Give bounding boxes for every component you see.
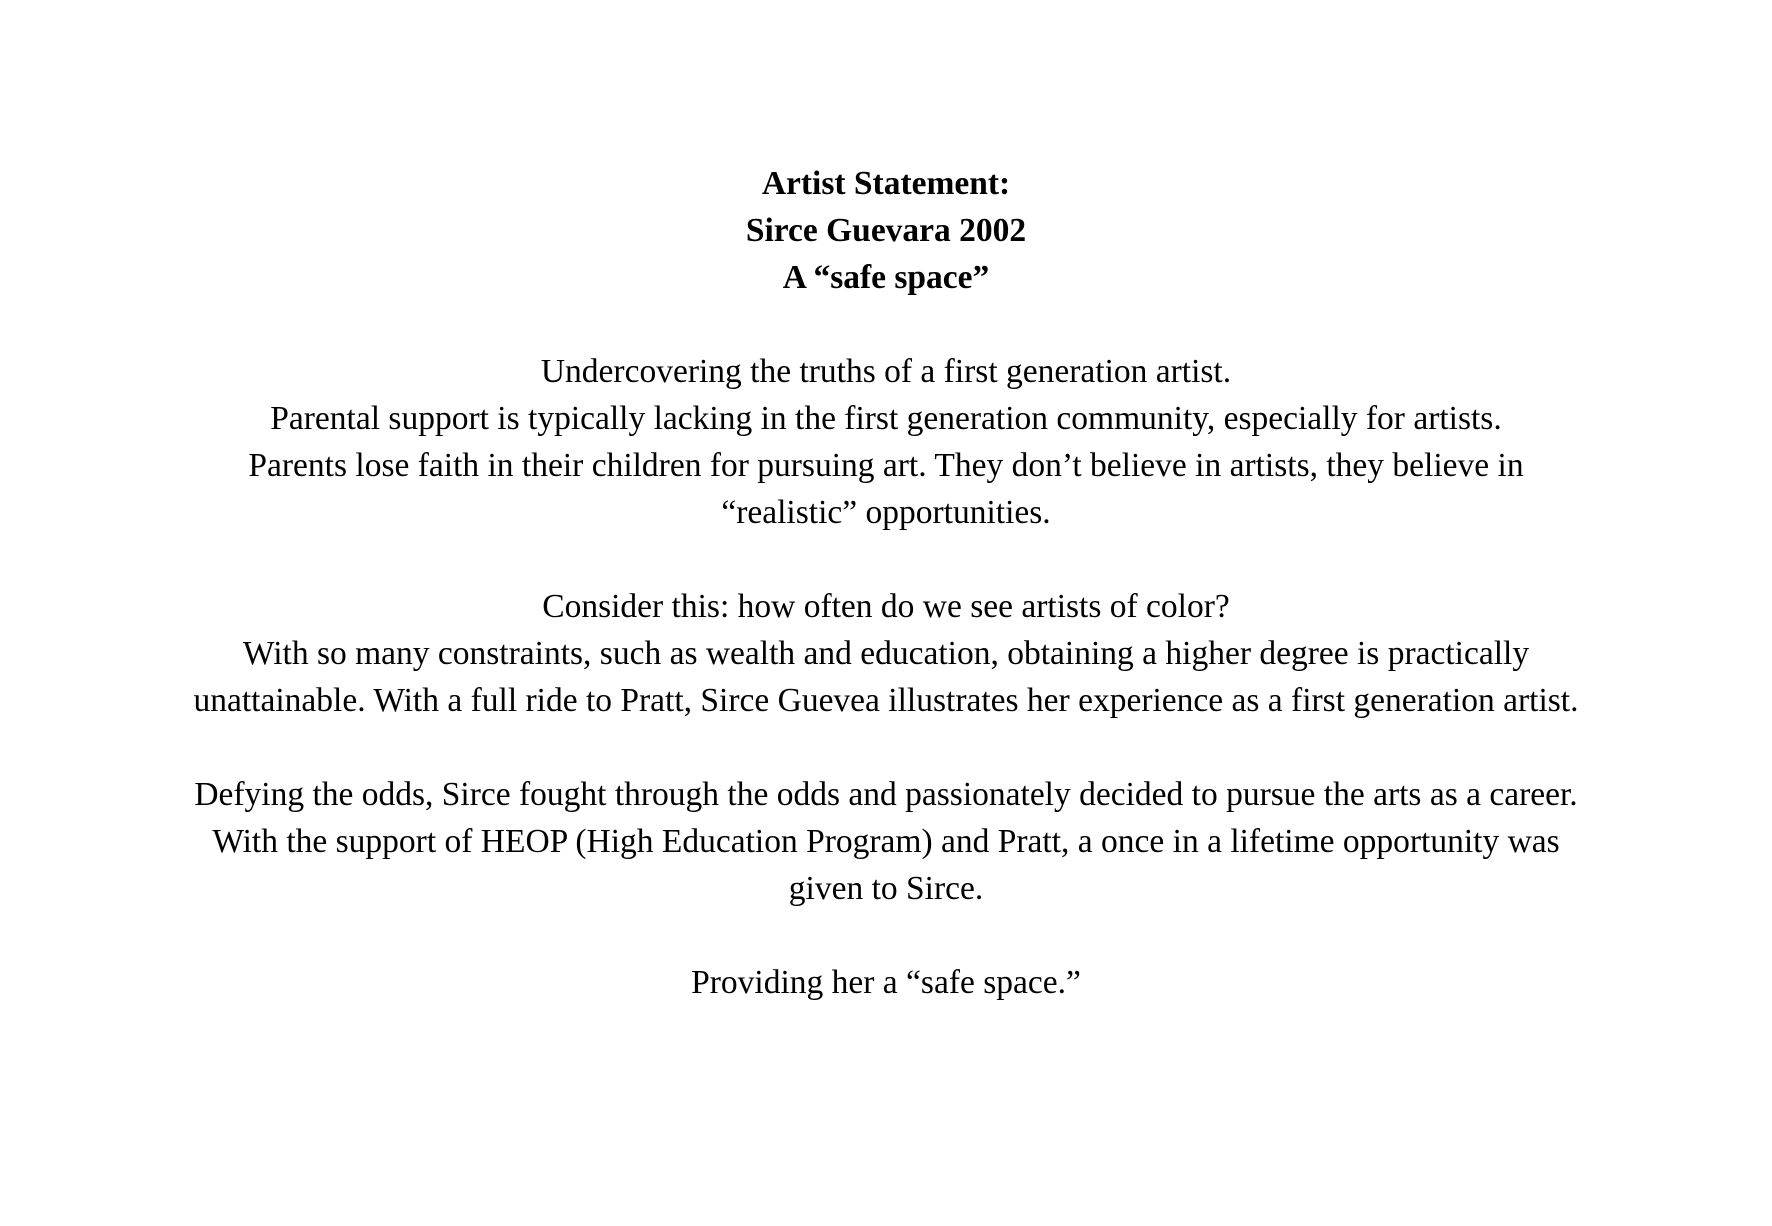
- heading-line-work-title: A “safe space”: [782, 259, 990, 296]
- spacer: [186, 724, 1586, 771]
- spacer: [186, 301, 1586, 348]
- paragraph-line: Parents lose faith in their children for pursuing art. They don’t believe in artists, they believe in “realistic” opportunities.: [248, 447, 1524, 531]
- spacer: [186, 536, 1586, 583]
- paragraph-artists-of-color: [186, 583, 1586, 724]
- paragraph-line: With so many constraints, such as wealth and education, obtaining a higher degree is practically unattainable. With a full ride to Pratt, Sirce Guevea illustrates her experience as a first generation artist.: [193, 635, 1579, 719]
- paragraph-closing: [186, 959, 1586, 1006]
- paragraph-defying-odds: [186, 771, 1586, 912]
- document-page: [186, 160, 1586, 1006]
- heading-line-artist-statement: Artist Statement:: [761, 165, 1011, 202]
- paragraph-line: Consider this: how often do we see artists of color?: [542, 588, 1230, 625]
- spacer: [186, 912, 1586, 959]
- paragraph-line: Defying the odds, Sirce fought through the odds and passionately decided to pursue the arts as a career. With the support of HEOP (High Education Program) and Pratt, a once in a lifetime opportunity was given to Sirce.: [194, 776, 1578, 907]
- paragraph-line: Providing her a “safe space.”: [691, 964, 1081, 1001]
- paragraph-line: Parental support is typically lacking in the first generation community, especially for artists.: [270, 400, 1502, 437]
- statement-heading: [186, 160, 1586, 301]
- heading-line-artist-name-year: Sirce Guevara 2002: [745, 212, 1027, 249]
- paragraph-first-generation: [186, 348, 1586, 536]
- paragraph-line: Undercovering the truths of a first generation artist.: [540, 353, 1232, 390]
